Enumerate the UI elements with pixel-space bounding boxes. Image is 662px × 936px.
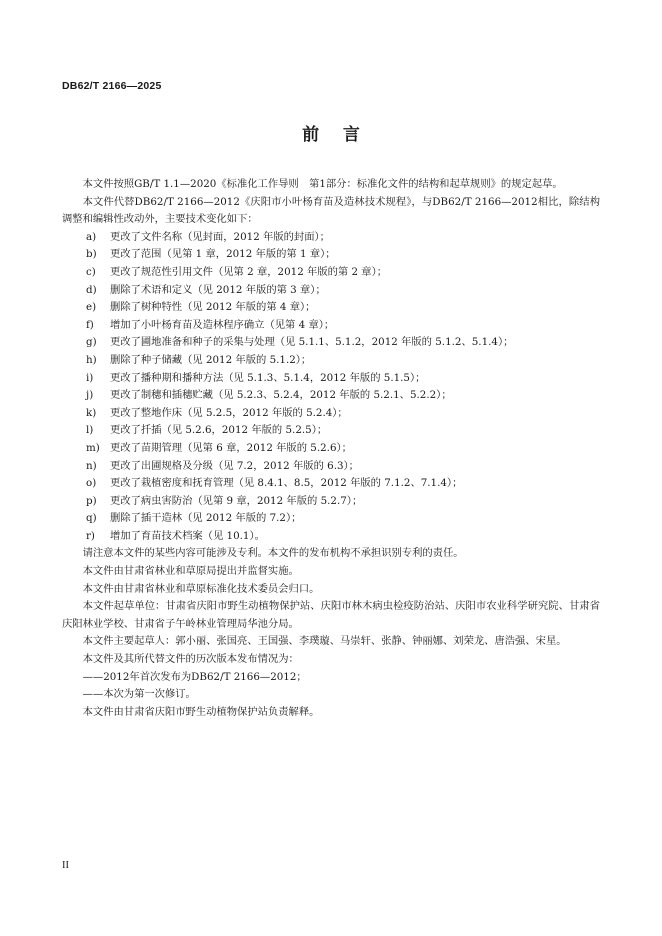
list-item [62, 370, 600, 388]
proposer-statement: 本文件由甘肃省林业和草原局提出并监督实施。 [82, 565, 299, 578]
list-item [62, 405, 600, 423]
intro-paragraph: 本文件代替DB62/T 2166—2012《庆阳市小叶杨育苗及造林技术规程》，与DB62/T 2166—2012相比，除结构调整和编辑性改动外，主要技术变化如下： [62, 195, 600, 226]
page-number: II [62, 860, 69, 871]
item-text: 更改了苗期管理（见第 6 章，2012 年版的 5.2.6）； [110, 441, 352, 454]
item-label: m) [86, 441, 100, 454]
item-text: 更改了圃地准备和种子的采集与处理（见 5.1.1、5.1.2，2012 年版的 5.1.2、5.1.4）； [110, 336, 514, 349]
list-item [62, 422, 600, 440]
item-label: i) [86, 371, 94, 384]
item-text: 删除了术语和定义（见 2012 年版的第 3 章）； [110, 283, 326, 296]
list-item [62, 264, 600, 282]
item-text: 更改了范围（见第 1 章，2012 年版的第 1 章）； [110, 248, 336, 261]
list-item [62, 299, 600, 317]
item-text: 删除了树种特性（见 2012 年版的第 4 章）； [110, 301, 316, 314]
item-label: n) [86, 459, 97, 472]
interpretation-statement: 本文件由甘肃省庆阳市野生动植物保护站负责解释。 [82, 705, 320, 718]
item-text: 更改了整地作床（见 5.2.5，2012 年版的 5.2.4）； [110, 406, 348, 419]
patent-notice: 请注意本文件的某些内容可能涉及专利。本文件的发布机构不承担识别专利的责任。 [82, 547, 464, 560]
item-text: 更改了扦插（见 5.2.6，2012 年版的 5.2.5）； [110, 424, 328, 437]
list-item [62, 282, 600, 300]
list-item [62, 510, 600, 528]
list-item [62, 229, 600, 247]
item-text: 更改了病虫害防治（见第 9 章，2012 年版的 5.2.7）； [110, 494, 363, 507]
item-label: e) [86, 301, 97, 314]
history-item: ——本次为第一次修订。 [82, 688, 196, 701]
item-text: 删除了种子储藏（见 2012 年版的 5.1.2）； [110, 353, 312, 366]
item-label: b) [86, 248, 97, 261]
list-item [62, 493, 600, 511]
foreword-body [62, 176, 600, 721]
item-text: 更改了文件名称（见封面，2012 年版的封面）； [110, 230, 330, 243]
item-label: a) [86, 230, 97, 243]
item-text: 更改了播种期和播种方法（见 5.1.3、5.1.4，2012 年版的 5.1.5）； [110, 371, 426, 384]
item-label: p) [86, 494, 97, 507]
item-text: 更改了栽植密度和抚育管理（见 8.4.1、8.5，2012 年版的 7.1.2、7.1.4）； [110, 477, 463, 490]
list-item [62, 334, 600, 352]
item-text: 增加了育苗技术档案（见 10.1）。 [110, 529, 265, 542]
change-list [62, 229, 600, 546]
item-label: q) [86, 512, 97, 525]
list-item [62, 458, 600, 476]
item-text: 删除了插干造林（见 2012 年版的 7.2）； [110, 512, 302, 525]
list-item [62, 352, 600, 370]
item-label: j) [86, 389, 94, 402]
committee-statement: 本文件由甘肃省林业和草原标准化技术委员会归口。 [82, 582, 320, 595]
item-text: 更改了出圃规格及分级（见 7.2，2012 年版的 6.3）； [110, 459, 359, 472]
item-text: 更改了规范性引用文件（见第 2 章，2012 年版的第 2 章）； [110, 265, 388, 278]
list-item [62, 317, 600, 335]
item-label: g) [86, 336, 97, 349]
item-label: h) [86, 353, 97, 366]
list-item [62, 475, 600, 493]
history-heading: 本文件及其所代替文件的历次版本发布情况为： [82, 653, 299, 666]
item-label: o) [86, 477, 97, 490]
intro-paragraph: 本文件按照GB/T 1.1—2020《标准化工作导则 第1部分：标准化文件的结构和起草规则》的规定起草。 [82, 178, 563, 190]
page-title: 前 言 [302, 125, 360, 145]
document-id: DB62/T 2166—2025 [62, 80, 162, 92]
list-item [62, 387, 600, 405]
item-label: l) [86, 424, 94, 437]
item-label: k) [86, 406, 97, 419]
item-label: f) [86, 318, 94, 331]
drafting-units: 本文件起草单位：甘肃省庆阳市野生动植物保护站、庆阳市林木病虫检疫防治站、庆阳市农业科学研究院、甘肃省庆阳林业学校、甘肃省子午岭林业管理局华池分局。 [62, 600, 600, 630]
list-item [62, 528, 600, 546]
item-label: r) [86, 529, 95, 542]
list-item [62, 440, 600, 458]
item-label: d) [86, 283, 97, 296]
drafters: 本文件主要起草人：郭小丽、张国亮、王国强、李璞璇、马崇轩、张静、钟丽娜、刘荣龙、唐浩强、宋星。 [82, 635, 567, 648]
item-text: 增加了小叶杨育苗及造林程序确立（见第 4 章）； [110, 318, 335, 331]
item-label: c) [86, 265, 96, 278]
item-text: 更改了制穗和插穗贮藏（见 5.2.3、5.2.4，2012 年版的 5.2.1、5.2.2）； [110, 389, 452, 402]
list-item [62, 246, 600, 264]
history-item: ——2012年首次发布为DB62/T 2166—2012； [82, 670, 307, 683]
